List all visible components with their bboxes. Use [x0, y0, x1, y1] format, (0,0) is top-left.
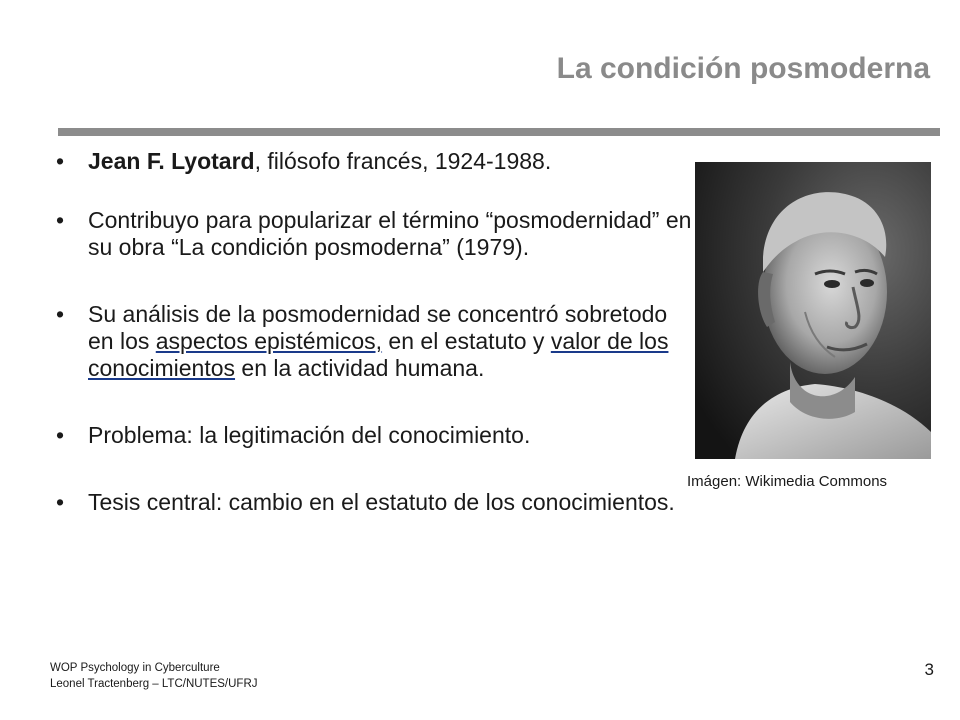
footer	[50, 660, 258, 692]
bullet-text: , filósofo francés, 1924-1988.	[254, 148, 552, 174]
portrait-photo	[695, 162, 931, 459]
bullet-text: en la actividad humana.	[235, 355, 485, 381]
footer-course: WOP Psychology in Cyberculture	[50, 662, 220, 674]
bullet-list	[56, 148, 696, 548]
bullet-text: en el estatuto y	[382, 328, 551, 354]
bullet-item	[56, 422, 696, 449]
knowledge-value-link[interactable]: valor de los conocimientos	[88, 328, 669, 381]
epistemic-aspects-link[interactable]: aspectos epistémicos,	[155, 328, 383, 354]
footer-author: Leonel Tractenberg – LTC/NUTES/UFRJ	[50, 678, 258, 690]
author-name: Jean F. Lyotard	[88, 148, 255, 174]
bullet-item	[56, 489, 696, 516]
bullet-text: Tesis central: cambio en el estatuto de los conocimientos.	[88, 489, 675, 515]
image-caption: Imágen: Wikimedia Commons	[687, 473, 888, 490]
bullet-text: Contribuyo para popularizar el término “posmodernidad” en su obra “La condición posmoderna” (1979).	[88, 207, 692, 260]
bullet-text: Su análisis de la posmodernidad se concentró sobretodo en los	[88, 301, 668, 354]
bullet-item	[56, 301, 696, 382]
bullet-item	[56, 148, 696, 175]
bullet-item	[56, 207, 696, 261]
title-divider	[58, 128, 940, 136]
bullet-text: Problema: la legitimación del conocimiento.	[88, 422, 531, 448]
page-number: 3	[924, 660, 934, 679]
slide-title: La condición posmoderna	[556, 52, 930, 85]
